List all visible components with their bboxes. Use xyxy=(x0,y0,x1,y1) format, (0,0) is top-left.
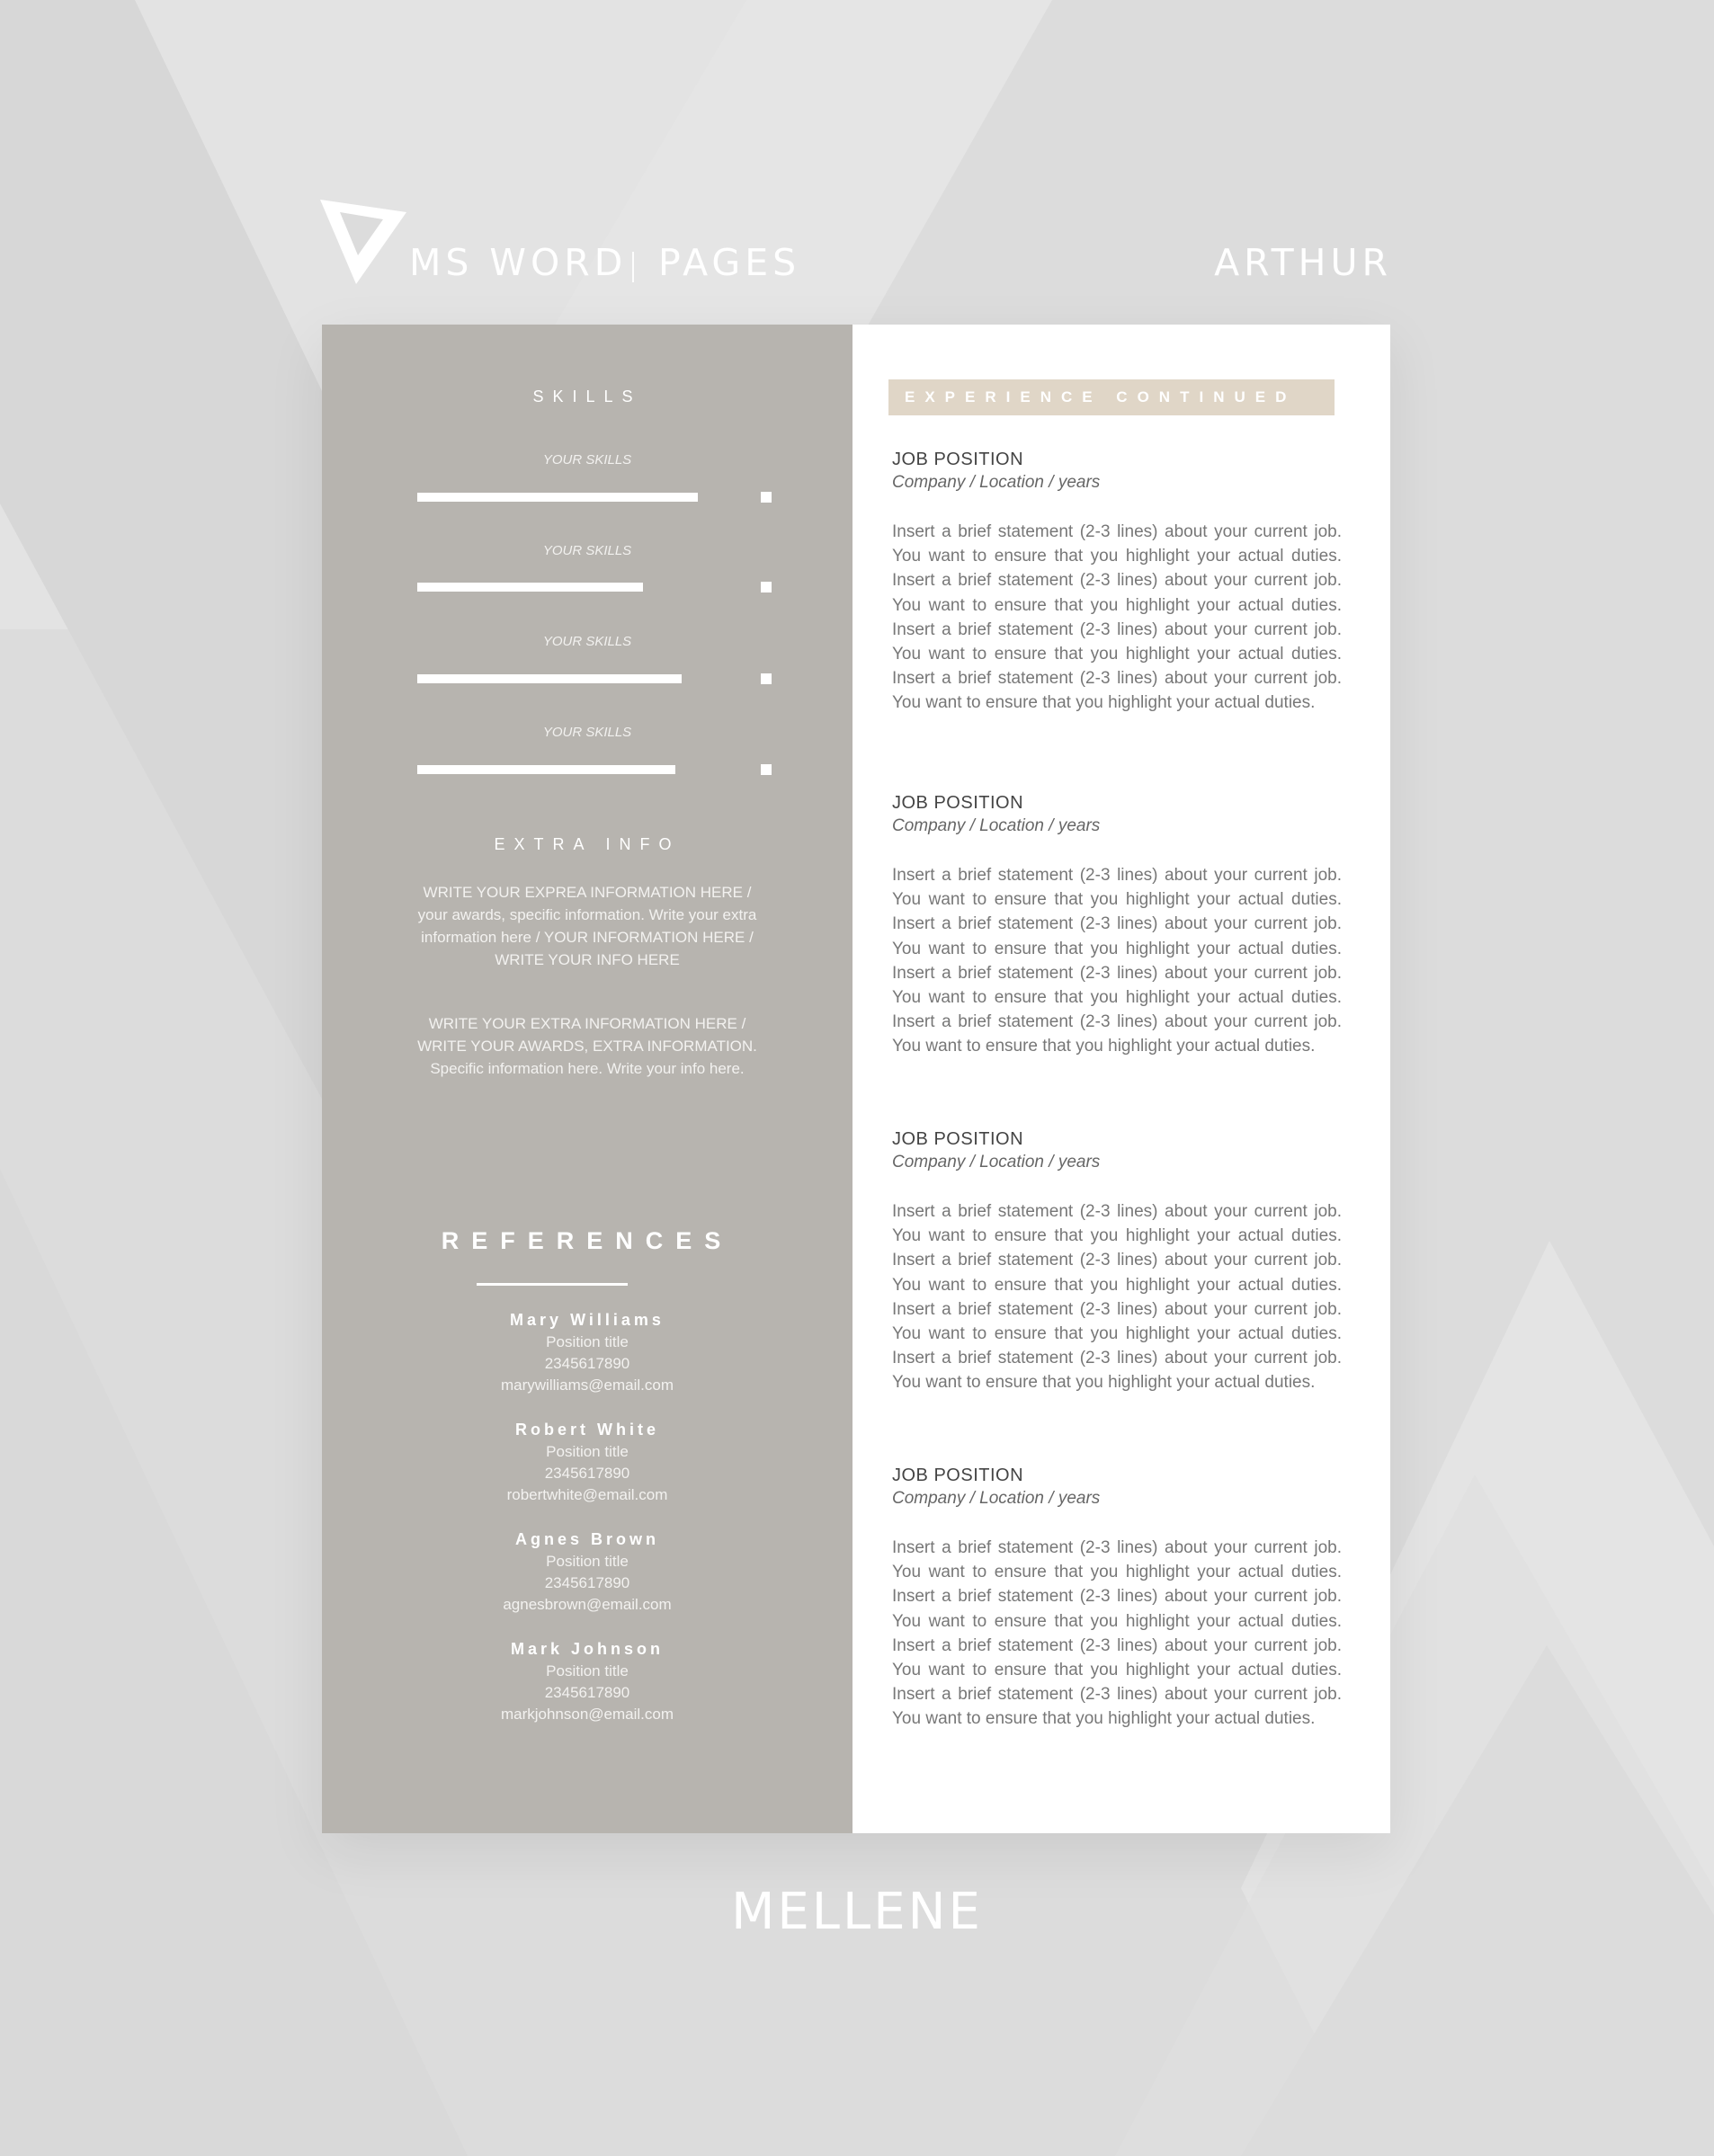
reference-phone: 2345617890 xyxy=(544,1574,630,1591)
reference-entry xyxy=(322,1308,853,1396)
reference-phone: 2345617890 xyxy=(544,1465,630,1482)
extra-info-text: WRITE YOUR EXTRA INFORMATION HERE / WRITE YOUR AWARDS, EXTRA INFORMATION. Specific information here. Write your info here. xyxy=(417,1015,757,1077)
references-heading: REFERENCES xyxy=(441,1227,734,1254)
format-ms-word: MS WORD xyxy=(409,241,628,284)
template-name: ARTHUR xyxy=(1214,241,1392,284)
reference-phone: 2345617890 xyxy=(544,1684,630,1701)
reference-email: markjohnson@email.com xyxy=(500,1706,674,1723)
section-heading: EXPERIENCE CONTINUED xyxy=(905,388,1297,405)
skill-label: YOUR SKILLS xyxy=(542,634,632,649)
reference-entry xyxy=(322,1637,853,1725)
main-content xyxy=(853,325,1390,1833)
reference-name: Mary Williams xyxy=(510,1311,665,1329)
experience-continued-banner xyxy=(888,379,1335,415)
job-description: Insert a brief statement (2-3 lines) about your current job. You want to ensure that you highlight your actual duties. Insert a brief statement (2-3 lines) about your current job. You want to ensure that you highlight your actual duties. Insert a brief statement (2-3 lines) about your current job. You want to ensure that you highlight your actual duties. Insert a brief statement (2-3 lines) about your current job. You want to ensure that you highlight your actual duties. xyxy=(892,1202,1342,1393)
reference-name: Agnes Brown xyxy=(514,1530,659,1548)
skill-end-marker xyxy=(761,492,772,503)
skill-bar xyxy=(417,674,682,683)
reference-email: marywilliams@email.com xyxy=(501,1376,674,1394)
reference-email: robertwhite@email.com xyxy=(506,1486,668,1503)
job-entry xyxy=(892,791,1342,1059)
reference-email: agnesbrown@email.com xyxy=(503,1596,672,1613)
job-description: Insert a brief statement (2-3 lines) about your current job. You want to ensure that you highlight your actual duties. Insert a brief statement (2-3 lines) about your current job. You want to ensure that you highlight your actual duties. Insert a brief statement (2-3 lines) about your current job. You want to ensure that you highlight your actual duties. Insert a brief statement (2-3 lines) about your current job. You want to ensure that you highlight your actual duties. xyxy=(892,1538,1342,1729)
job-title: JOB POSITION xyxy=(892,1129,1024,1149)
extra-info-heading: EXTRA INFO xyxy=(494,835,681,853)
skill-label: YOUR SKILLS xyxy=(542,543,632,558)
reference-title: Position title xyxy=(546,1553,629,1570)
format-pages: PAGES xyxy=(658,241,801,284)
job-entry xyxy=(892,448,1342,716)
reference-title: Position title xyxy=(546,1662,629,1679)
job-description: Insert a brief statement (2-3 lines) about your current job. You want to ensure that you highlight your actual duties. Insert a brief statement (2-3 lines) about your current job. You want to ensure that you highlight your actual duties. Insert a brief statement (2-3 lines) about your current job. You want to ensure that you highlight your actual duties. Insert a brief statement (2-3 lines) about your current job. You want to ensure that you highlight your actual duties. xyxy=(892,866,1342,1056)
reference-title: Position title xyxy=(546,1333,629,1350)
brand-logo: MELLENE xyxy=(731,1883,983,1941)
reference-entry xyxy=(322,1418,853,1506)
job-entry xyxy=(892,1464,1342,1732)
skill-bar xyxy=(417,765,675,774)
skill-end-marker xyxy=(761,673,772,684)
reference-name: Robert White xyxy=(515,1421,659,1439)
skill-end-marker xyxy=(761,764,772,775)
header-divider xyxy=(632,252,634,282)
job-company: Company / Location / years xyxy=(892,1153,1101,1172)
extra-info-text: WRITE YOUR EXPREA INFORMATION HERE / your awards, specific information. Write your extra information here / YOUR INFORMATION HERE / WRITE YOUR INFO HERE xyxy=(417,884,757,968)
sidebar xyxy=(322,325,853,1833)
reference-name: Mark Johnson xyxy=(510,1640,665,1658)
reference-phone: 2345617890 xyxy=(544,1355,630,1372)
skill-end-marker xyxy=(761,582,772,592)
skill-label: YOUR SKILLS xyxy=(542,452,632,468)
job-company: Company / Location / years xyxy=(892,473,1101,492)
skill-bar xyxy=(417,493,698,502)
reference-title: Position title xyxy=(546,1443,629,1460)
job-title: JOB POSITION xyxy=(892,450,1024,469)
skills-heading: SKILLS xyxy=(532,388,642,405)
job-title: JOB POSITION xyxy=(892,793,1024,813)
job-company: Company / Location / years xyxy=(892,1489,1101,1508)
job-description: Insert a brief statement (2-3 lines) about your current job. You want to ensure that you highlight your actual duties. Insert a brief statement (2-3 lines) about your current job. You want to ensure that you highlight your actual duties. Insert a brief statement (2-3 lines) about your current job. You want to ensure that you highlight your actual duties. Insert a brief statement (2-3 lines) about your current job. You want to ensure that you highlight your actual duties. xyxy=(892,522,1342,713)
job-entry xyxy=(892,1127,1342,1395)
skill-bar xyxy=(417,583,643,592)
logo-triangle-icon xyxy=(320,200,410,284)
reference-entry xyxy=(322,1528,853,1616)
job-title: JOB POSITION xyxy=(892,1466,1024,1485)
job-company: Company / Location / years xyxy=(892,816,1101,835)
resume-page xyxy=(322,325,1390,1833)
skill-label: YOUR SKILLS xyxy=(542,725,632,740)
references-divider xyxy=(477,1283,628,1286)
